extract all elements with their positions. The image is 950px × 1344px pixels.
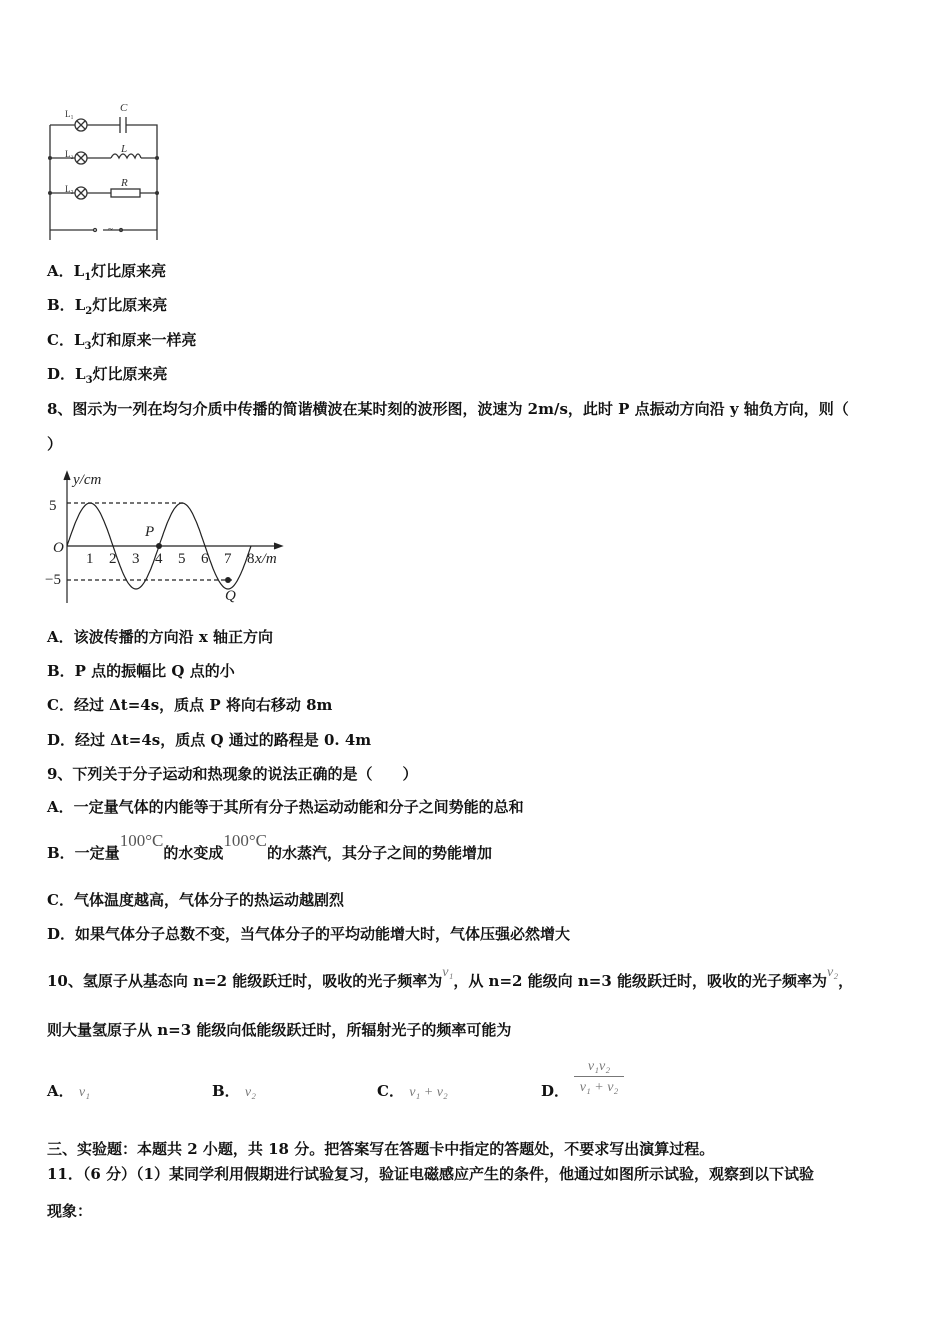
q8-stem-cont: ）	[47, 435, 63, 453]
q9-option-c: C．气体温度越高，气体分子的热运动越剧烈	[47, 891, 344, 909]
x-tick: 4	[155, 551, 163, 567]
svg-text:R: R	[121, 177, 128, 189]
y-tick: −5	[45, 572, 61, 588]
svg-text:L₂: L₂	[65, 149, 74, 159]
x-tick: 7	[224, 551, 232, 567]
q9-option-d: D．如果气体分子总数不变，当气体分子的平均动能增大时，气体压强必然增大	[47, 925, 571, 943]
q8-option-b: B．P 点的振幅比 Q 点的小	[47, 662, 235, 680]
origin-label: O	[53, 540, 64, 556]
section-3-heading: 三、实验题：本题共 2 小题，共 18 分。把答案写在答题卡中指定的答题处，不要求写出演算过程。	[47, 1140, 715, 1158]
svg-text:L: L	[121, 143, 128, 155]
q-label: Q	[225, 588, 236, 604]
svg-text:C: C	[120, 102, 128, 114]
q8-option-c: C．经过 Δt=4s，质点 P 将向右移动 8m	[47, 696, 333, 714]
x-tick: 5	[178, 551, 186, 567]
x-tick: 1	[86, 551, 94, 567]
q11-stem-cont: 现象：	[47, 1202, 93, 1220]
q10-option-a: A． ν₁	[47, 1082, 90, 1100]
q7-option-c: C．$L_3$灯和原来一样亮	[47, 331, 197, 352]
q10-option-d-fraction: ν₁ν₂ ν₁ + ν₂	[574, 1058, 624, 1099]
q10-option-b: B． ν₂	[212, 1082, 257, 1100]
q9-option-b: B．一定量100°C的水变成100°C的水蒸汽，其分子之间的势能增加	[47, 831, 492, 862]
point-p	[156, 543, 162, 549]
x-axis-label: x/m	[255, 551, 277, 567]
x-tick: 8	[247, 551, 255, 567]
q8-stem: 8、图示为一列在均匀介质中传播的简谐横波在某时刻的波形图，波速为 2m/s，此时 P 点振动方向沿 y 轴负方向，则（	[47, 400, 849, 418]
q8-option-a: A．该波传播的方向沿 x 轴正方向	[47, 628, 274, 646]
x-tick: 3	[132, 551, 140, 567]
q8-option-d: D．经过 Δt=4s，质点 Q 通过的路程是 0. 4m	[47, 731, 372, 749]
q11-stem: 11．（6 分）（1）某同学利用假期进行试验复习，验证电磁感应产生的条件，他通过如图所示试验，观察到以下试验	[47, 1165, 814, 1183]
q10-option-c: C． ν₁ + ν₂	[377, 1082, 448, 1100]
svg-text:~: ~	[108, 224, 113, 234]
y-axis-label: y/cm	[73, 472, 102, 488]
q7-option-a: A．$L_1$灯比原来亮	[47, 262, 167, 283]
q7-option-b: B．$L_2$灯比原来亮	[47, 296, 168, 317]
q9-stem: 9、下列关于分子运动和热现象的说法正确的是（ ）	[47, 765, 418, 783]
p-label: P	[145, 524, 155, 540]
wave-graph	[45, 468, 305, 608]
q7-option-d: D．$L_3$灯比原来亮	[47, 365, 168, 386]
svg-text:L₁: L₁	[65, 109, 74, 119]
circuit-diagram	[45, 95, 165, 240]
x-tick: 2	[109, 551, 117, 567]
q9-option-a: A．一定量气体的内能等于其所有分子热运动动能和分子之间势能的总和	[47, 798, 524, 816]
point-q	[225, 577, 231, 583]
x-tick: 6	[201, 551, 209, 567]
q10-stem-cont: 则大量氢原子从 n=3 能级向低能级跃迁时，所辐射光子的频率可能为	[47, 1021, 512, 1039]
q10-stem: 10、氢原子从基态向 n=2 能级跃迁时，吸收的光子频率为ν₁，从 n=2 能级向 n=3 能级跃迁时，吸收的光子频率为ν₂，	[47, 965, 854, 990]
q10-option-d: D．	[541, 1082, 570, 1100]
y-tick: 5	[49, 498, 57, 514]
svg-text:L₃: L₃	[65, 184, 74, 194]
